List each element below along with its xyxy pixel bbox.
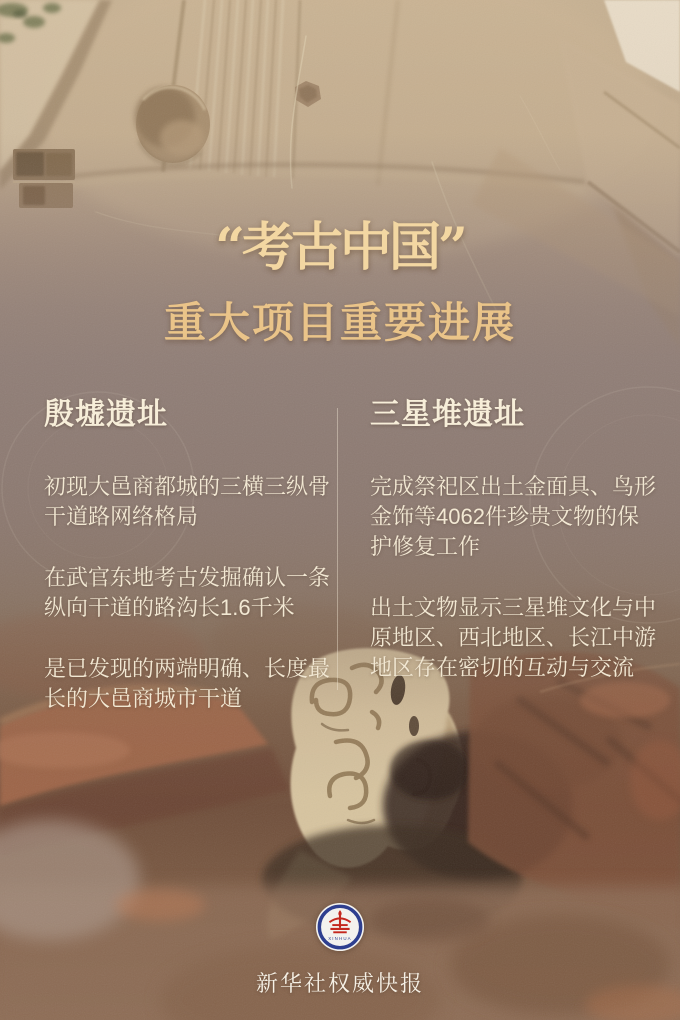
sanxingdui-paragraph-1: 完成祭祀区出土金面具、鸟形金饰等4062件珍贵文物的保护修复工作 <box>370 474 657 559</box>
column-divider <box>337 408 338 690</box>
footer <box>0 902 680 997</box>
yinxu-paragraph-1: 初现大邑商都城的三横三纵骨干道路网络格局 <box>44 474 331 529</box>
footer-caption: 新华社权威快报 <box>255 971 424 996</box>
yinxu-paragraph-3: 是已发现的两端明确、长度最长的大邑商城市干道 <box>44 656 331 711</box>
section-heading-sanxingdui: 三星堆遗址 <box>370 398 525 431</box>
content-columns <box>44 398 658 745</box>
xinhua-logo-icon <box>315 902 365 952</box>
sanxingdui-paragraph-2: 出土文物显示三星堆文化与中原地区、西北地区、长江中游地区存在密切的互动与交流 <box>370 595 657 680</box>
yinxu-paragraph-2: 在武官东地考古发掘确认一条纵向干道的路沟长1.6千米 <box>44 565 331 620</box>
xinhua-logo-text: XINHUA <box>328 935 352 941</box>
poster-title: “考古中国” <box>215 217 465 278</box>
section-yinxu <box>44 398 332 745</box>
poster-subtitle: 重大项目重要进展 <box>163 299 516 346</box>
section-heading-yinxu: 殷墟遗址 <box>44 398 168 431</box>
section-sanxingdui <box>370 398 658 745</box>
